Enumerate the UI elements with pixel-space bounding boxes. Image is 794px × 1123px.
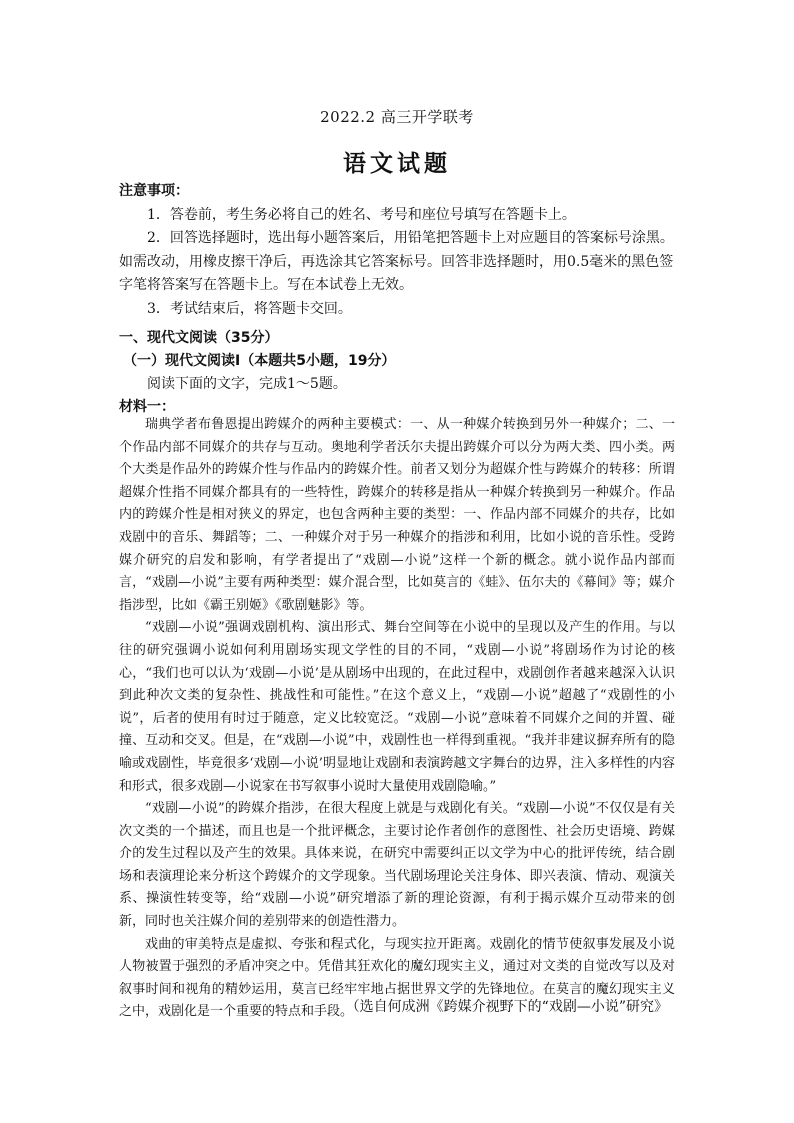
notice-label: 注意事项： [119,183,189,199]
passage-paragraph-4: 戏曲的审美特点是虚拟、夸张和程式化，与现实拉开距离。戏剧化的情节使叙事发展及小说人物被置于强烈的矛盾冲突之中。凭借其狂欢化的魔幻现实主义，通过对文类的自觉改写以及对叙事时间和视角的精妙运用，莫言已经牢牢地占据世界文学的先锋地位。在莫言的魔幻现实主义之中，戏剧化是一个重要的特点和手段。 [119,936,675,1020]
passage-paragraph-1: 瑞典学者布鲁恩提出跨媒介的两种主要模式：一、从一种媒介转换到另外一种媒介；二、一个作品内部不同媒介的共存与互动。奥地利学者沃尔夫提出跨媒介可以分为两大类、四小类。两个大类是作品外的跨媒介性与作品内的跨媒介性。前者又划分为超媒介性与跨媒介的转移：所谓超媒介性指不同媒介都具有的一些特性，跨媒介的转移是指从一种媒介转换到另一种媒介。作品内的跨媒介性是相对狭义的界定，也包含两种主要的类型：一、作品内部不同媒介的共存，比如戏剧中的音乐、舞蹈等；二、一种媒介对于另一种媒介的指涉和利用，比如小说的音乐性。受跨媒介研究的启发和影响，有学者提出了“戏剧—小说”这样一个新的概念。就小说作品内部而言，“戏剧—小说”主要有两种类型：媒介混合型，比如莫言的《蛙》、伍尔夫的《幕间》等；媒介指涉型，比如《霸王别姬》《歌剧魅影》等。 [119,417,675,613]
passage-paragraph-3: “戏剧—小说”的跨媒介指涉，在很大程度上就是与戏剧化有关。“戏剧—小说”不仅仅是有关次文类的一个描述，而且也是一个批评概念，主要讨论作者创作的意图性、社会历史语境、跨媒介的发生过程以及产生的效果。具体来说，在研究中需要纠正以文学为中心的批评传统，结合剧场和表演理论来分析这个跨媒介的文学现象。当代剧场理论关注身体、即兴表演、情动、观演关系、操演性转变等，给“戏剧—小说”研究增添了新的理论资源，有利于揭示媒介互动带来的创新，同时也关注媒介间的差别带来的创造性潜力。 [119,801,675,930]
notice-item-1: 1．答卷前，考生务必将自己的姓名、考号和座位号填写在答题卡上。 [147,206,576,223]
passage-paragraph-2: “戏剧—小说”强调戏剧机构、演出形式、舞台空间等在小说中的呈现以及产生的作用。与以往的研究强调小说如何利用剧场实现文学性的目的不同，“戏剧—小说”将剧场作为讨论的核心，“我们也可以认为‘戏剧—小说’是从剧场中出现的，在此过程中，戏剧创作者越来越深入认识到此种次文类的复杂性、挑战性和可能性。”在这个意义上，“戏剧—小说”超越了“戏剧性的小说”，后者的使用有时过于随意，定义比较宽泛。“戏剧—小说”意味着不同媒介之间的并置、碰撞、互动和交叉。但是，在“戏剧—小说”中，戏剧性也一样得到重视。“我并非建议摒弃所有的隐喻或戏剧性，毕竟很多‘戏剧—小说’明显地让戏剧和表演跨越文字舞台的边界，注入多样性的内容和形式，很多戏剧—小说家在书写叙事小说时大量使用戏剧隐喻。” [119,620,675,794]
notice-item-3: 3．考试结束后，将答题卡交回。 [147,300,352,317]
reading-passage [119,414,675,1024]
reading-instruction: 阅读下面的文字，完成1～5题。 [147,376,347,392]
passage-source: （选自何成洲《跨媒介视野下的“戏剧—小说”研究》 [345,999,668,1015]
notice-block [119,180,679,321]
notice-item-2: 2．回答选择题时，选出每小题答案后，用铅笔把答题卡上对应题目的答案标号涂黑。如需改动，用橡皮擦干净后，再选涂其它答案标号。回答非选择题时，用0.5毫米的黑色签字笔将答案写在答题卡上。写在本试卷上无效。 [119,230,674,293]
exam-name: 2022.2 高三开学联考 [320,108,474,126]
page-title: 语文试题 [343,150,451,177]
material-label: 材料一： [119,399,175,415]
section-subheading: （一）现代文阅读Ⅰ（本题共5小题，19分） [123,353,396,369]
section-heading: 一、现代文阅读（35分） [119,330,279,346]
